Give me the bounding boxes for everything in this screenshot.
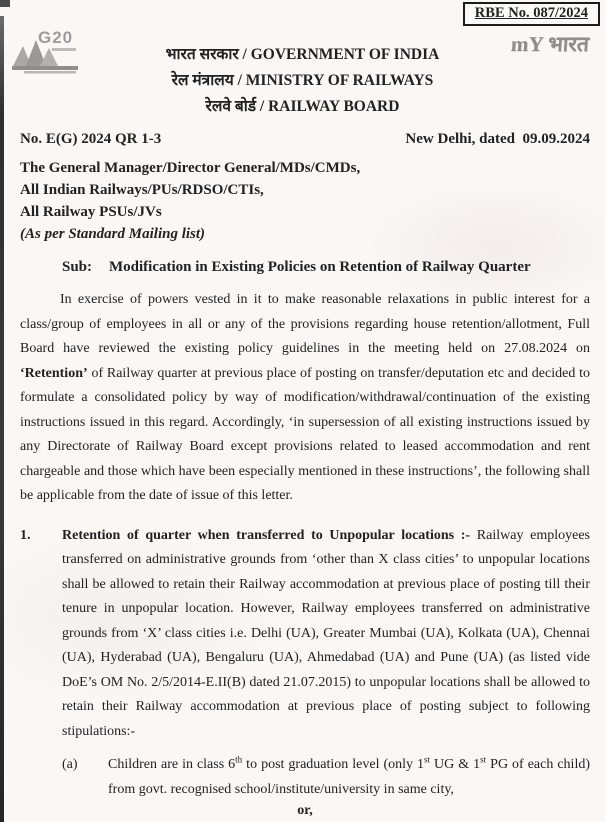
- sub-item-a-text-4: PG of each child) from govt. recognised school/institute/university in same city,: [108, 757, 590, 797]
- item-1-body: [62, 524, 590, 745]
- addressee-line-mailing-list: (As per Standard Mailing list): [20, 226, 206, 242]
- scan-artifact-left-edge: [0, 16, 4, 822]
- sub-item-a-text-1: Children are in class 6: [108, 757, 236, 772]
- subject-label: Sub:: [62, 259, 93, 275]
- item-1-number: 1.: [20, 527, 31, 543]
- or-separator: or,: [297, 803, 313, 818]
- sub-item-a-text-3: UG & 1: [430, 757, 481, 772]
- place-and-date: New Delhi, dated 09.09.2024: [405, 131, 590, 147]
- item-1-text: Railway employees transferred on administrative grounds from ‘other than X class cities’ to unpopular locations shall be allowed to retain their Railway accommodation at previous place of posting till their tenure in unpopular location. However, Railway employees transferred on administrative grounds from ‘X’ class cities i.e. Delhi (UA), Greater Mumbai (UA), Kolkata (UA), Chennai (UA), Hyderabad (UA), Bengaluru (UA), Ahmedabad (UA) and Pune (UA) (as listed vide DoE’s OM No. 2/5/2014-E.II(B) dated 21.07.2015) to unpopular locations shall be allowed to retain their Railway accommodation at previous place of posting subject to following stipulations:-: [62, 527, 590, 739]
- item-1-heading: Retention of quarter when transferred to Unpopular locations :-: [62, 527, 471, 543]
- g20-logo-text: G20: [38, 28, 74, 47]
- addressee-line-general-manager: The General Manager/Director General/MDs/CMDs,: [20, 160, 361, 176]
- addressee-line-railway-psus: All Railway PSUs/JVs: [20, 204, 162, 220]
- superscript-ordinal-st-2: st: [480, 754, 487, 765]
- opening-paragraph: [20, 288, 590, 509]
- opening-paragraph-text-after: of Railway quarter at previous place of posting on transfer/deputation etc and decided to formulate a consolidated policy by way of modification/withdrawal/continuation of the existing instructions issued in this regard. Accordingly, ‘in supersession of all existing instructions issued by any Directorate of Railway Board except provisions related to leased accommodation and rent chargeable and those which have been especially mentioned in these instructions’, the following shall be applicable from the date of issue of this letter.: [20, 365, 590, 503]
- letterhead-ministry-of-railways-line: रेल मंत्रालय / MINISTRY OF RAILWAYS: [171, 72, 434, 89]
- g20-logo: [10, 28, 96, 78]
- file-number: No. E(G) 2024 QR 1-3: [20, 131, 162, 147]
- my-bharat-logo-text: mY भारत: [510, 32, 590, 56]
- superscript-ordinal-th: th: [235, 754, 243, 765]
- rbe-number-box: [463, 2, 600, 26]
- sub-item-a: [20, 753, 590, 802]
- rbe-number: RBE No. 087/2024: [474, 5, 588, 21]
- opening-paragraph-text-before: In exercise of powers vested in it to make reasonable relaxations in public interest for a class/group of employees in all or any of the provisions regarding house retention/allotment, Full Board have reviewed the existing policy guidelines in the meeting held on 27.08.2024 on: [20, 292, 590, 356]
- letter-content: [0, 131, 605, 819]
- sub-item-a-body: [108, 753, 590, 802]
- sub-item-a-text-2: to post graduation level (only 1: [242, 757, 425, 772]
- letterhead-government-of-india-line: भारत सरकार / GOVERNMENT OF INDIA: [165, 46, 440, 63]
- g20-logo-subtext-mark: [52, 48, 76, 51]
- addressee-line-indian-railways: All Indian Railways/PUs/RDSO/CTIs,: [20, 182, 264, 198]
- my-bharat-logo: [510, 30, 590, 58]
- subject-row: [20, 259, 590, 276]
- numbered-item-1: [20, 524, 590, 745]
- retention-bold-term: ‘Retention’: [20, 365, 88, 381]
- reference-row: [20, 131, 590, 148]
- superscript-ordinal-st-1: st: [424, 754, 431, 765]
- letterhead-railway-board-line: रेलवे बोर्ड / RAILWAY BOARD: [205, 98, 400, 115]
- subject-text: Modification in Existing Policies on Retention of Railway Quarter: [109, 259, 531, 275]
- scan-artifact-corner: [0, 0, 10, 7]
- addressee-block: [20, 157, 590, 245]
- sub-item-a-label: (a): [62, 757, 78, 772]
